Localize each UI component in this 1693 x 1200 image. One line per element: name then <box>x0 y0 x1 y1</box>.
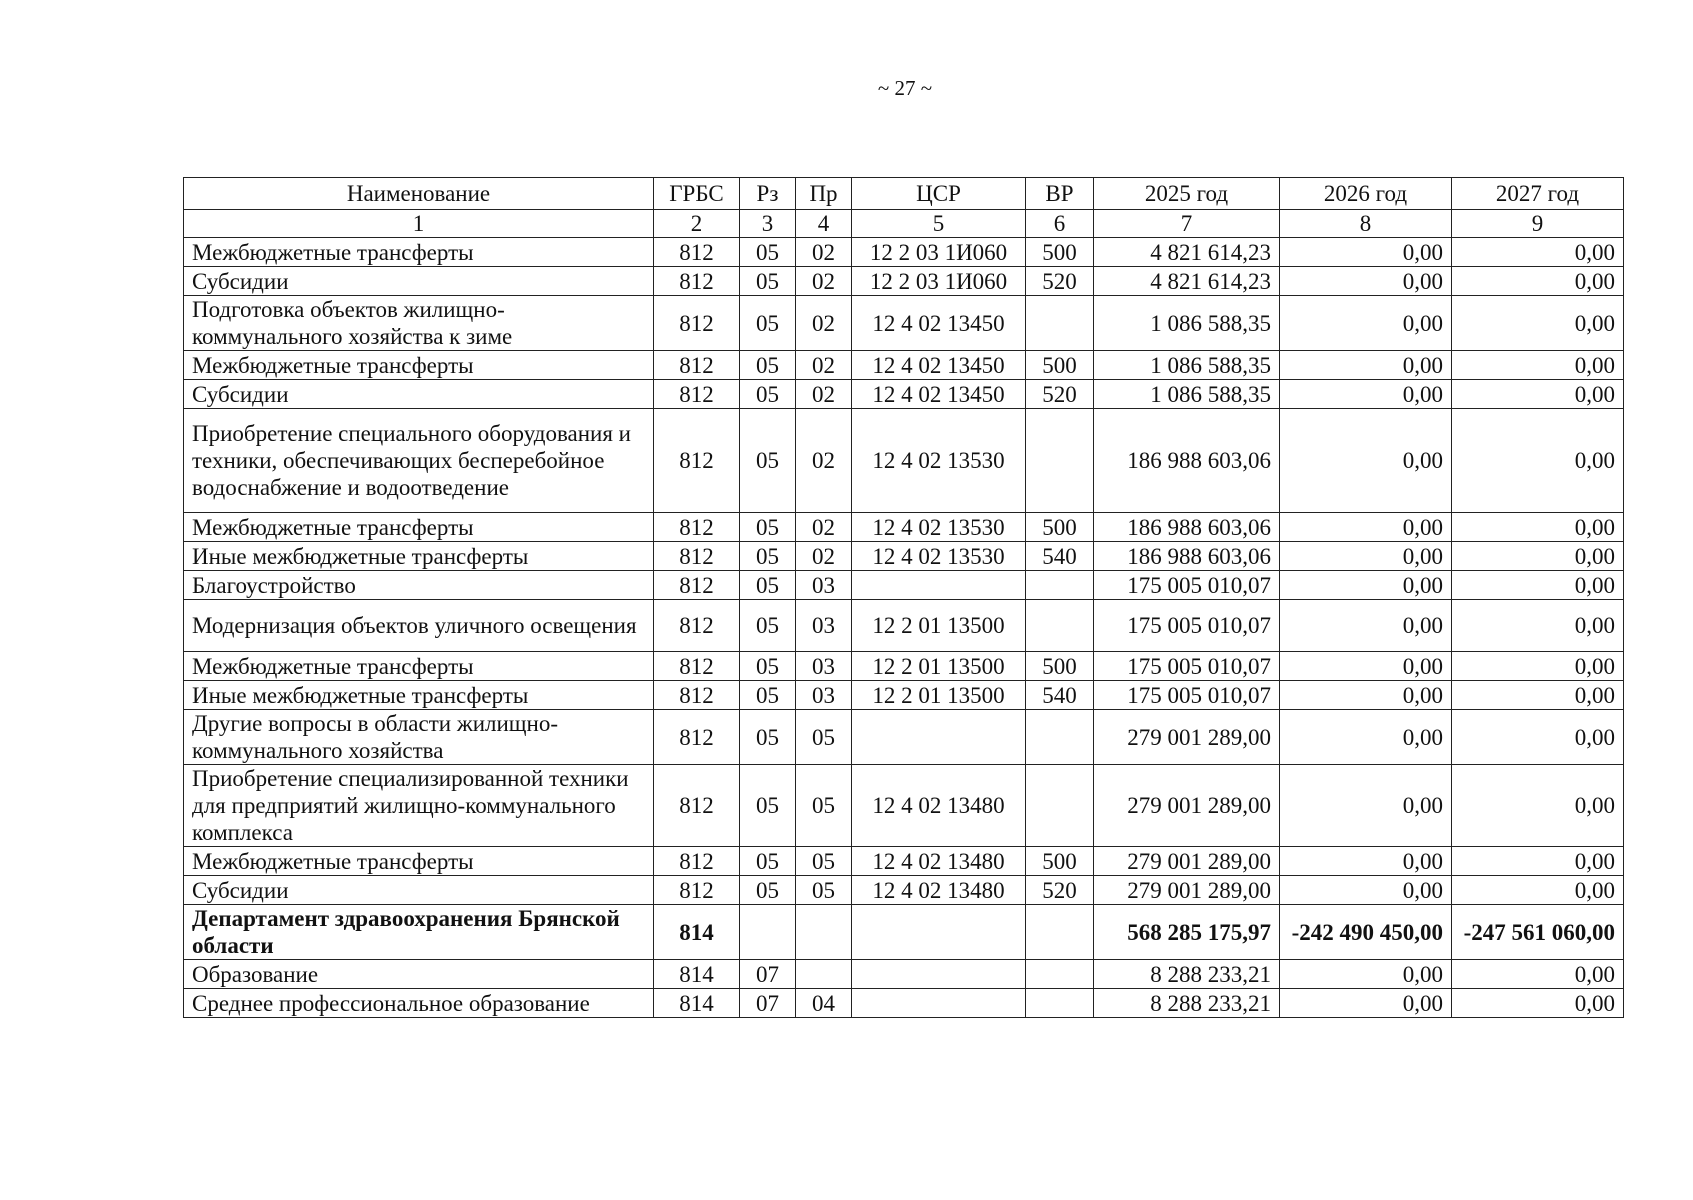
cell-name: Межбюджетные трансферты <box>184 351 654 380</box>
cell-2025: 175 005 010,07 <box>1094 652 1280 681</box>
cell-vr: 500 <box>1026 513 1094 542</box>
cell-name: Иные межбюджетные трансферты <box>184 542 654 571</box>
cell-2027: 0,00 <box>1452 351 1624 380</box>
column-number-row <box>184 210 1624 238</box>
cell-2027: 0,00 <box>1452 652 1624 681</box>
cell-2026: 0,00 <box>1280 847 1452 876</box>
table-row <box>184 710 1624 765</box>
cell-2025: 1 086 588,35 <box>1094 296 1280 351</box>
cell-vr <box>1026 960 1094 989</box>
col-header-rz: Рз <box>740 178 796 210</box>
cell-name: Субсидии <box>184 267 654 296</box>
cell-2026: 0,00 <box>1280 542 1452 571</box>
cell-name: Приобретение специального оборудования и техники, обеспечивающих бесперебойное водоснабжение и водоотведение <box>184 409 654 513</box>
cell-rz: 07 <box>740 960 796 989</box>
cell-2027: 0,00 <box>1452 847 1624 876</box>
cell-2026: 0,00 <box>1280 652 1452 681</box>
cell-2027: 0,00 <box>1452 681 1624 710</box>
cell-2026: 0,00 <box>1280 267 1452 296</box>
cell-2027: 0,00 <box>1452 238 1624 267</box>
cell-grbs: 812 <box>654 351 740 380</box>
cell-pr: 03 <box>796 652 852 681</box>
cell-pr: 05 <box>796 710 852 765</box>
cell-2026: 0,00 <box>1280 989 1452 1018</box>
cell-2027: 0,00 <box>1452 296 1624 351</box>
cell-csr: 12 4 02 13480 <box>852 765 1026 847</box>
cell-vr <box>1026 710 1094 765</box>
table-row <box>184 409 1624 513</box>
cell-vr: 500 <box>1026 351 1094 380</box>
cell-2027: -247 561 060,00 <box>1452 905 1624 960</box>
cell-pr: 02 <box>796 267 852 296</box>
cell-2027: 0,00 <box>1452 600 1624 652</box>
col-header-csr: ЦСР <box>852 178 1026 210</box>
cell-grbs: 812 <box>654 710 740 765</box>
table-row <box>184 296 1624 351</box>
cell-pr: 02 <box>796 351 852 380</box>
cell-grbs: 812 <box>654 380 740 409</box>
cell-vr: 520 <box>1026 876 1094 905</box>
cell-grbs: 814 <box>654 960 740 989</box>
table-row <box>184 905 1624 960</box>
cell-2025: 279 001 289,00 <box>1094 847 1280 876</box>
cell-rz: 05 <box>740 267 796 296</box>
cell-name: Межбюджетные трансферты <box>184 238 654 267</box>
cell-name: Благоустройство <box>184 571 654 600</box>
cell-2025: 175 005 010,07 <box>1094 681 1280 710</box>
cell-2025: 1 086 588,35 <box>1094 380 1280 409</box>
cell-grbs: 812 <box>654 600 740 652</box>
cell-csr: 12 2 03 1И060 <box>852 267 1026 296</box>
col-header-name: Наименование <box>184 178 654 210</box>
cell-2025: 8 288 233,21 <box>1094 960 1280 989</box>
cell-rz: 05 <box>740 238 796 267</box>
cell-name: Департамент здравоохранения Брянской области <box>184 905 654 960</box>
cell-vr <box>1026 989 1094 1018</box>
col-number: 2 <box>654 210 740 238</box>
cell-2026: 0,00 <box>1280 710 1452 765</box>
cell-2026: -242 490 450,00 <box>1280 905 1452 960</box>
cell-2025: 175 005 010,07 <box>1094 571 1280 600</box>
table-row <box>184 571 1624 600</box>
cell-grbs: 812 <box>654 681 740 710</box>
table-row <box>184 989 1624 1018</box>
cell-csr <box>852 960 1026 989</box>
cell-grbs: 812 <box>654 238 740 267</box>
cell-2025: 279 001 289,00 <box>1094 876 1280 905</box>
cell-pr: 05 <box>796 876 852 905</box>
cell-vr: 500 <box>1026 847 1094 876</box>
cell-2026: 0,00 <box>1280 296 1452 351</box>
cell-rz: 05 <box>740 542 796 571</box>
cell-pr: 02 <box>796 296 852 351</box>
cell-name: Субсидии <box>184 380 654 409</box>
col-number: 7 <box>1094 210 1280 238</box>
cell-2026: 0,00 <box>1280 681 1452 710</box>
cell-rz: 05 <box>740 600 796 652</box>
cell-csr: 12 4 02 13450 <box>852 351 1026 380</box>
col-header-pr: Пр <box>796 178 852 210</box>
table-row <box>184 513 1624 542</box>
cell-name: Иные межбюджетные трансферты <box>184 681 654 710</box>
cell-csr <box>852 571 1026 600</box>
table-row <box>184 267 1624 296</box>
cell-pr: 02 <box>796 409 852 513</box>
cell-pr: 05 <box>796 847 852 876</box>
col-number: 9 <box>1452 210 1624 238</box>
cell-2027: 0,00 <box>1452 765 1624 847</box>
table-row <box>184 652 1624 681</box>
cell-2027: 0,00 <box>1452 542 1624 571</box>
col-number: 6 <box>1026 210 1094 238</box>
cell-name: Модернизация объектов уличного освещения <box>184 600 654 652</box>
cell-pr: 05 <box>796 765 852 847</box>
cell-2025: 568 285 175,97 <box>1094 905 1280 960</box>
table-body <box>184 238 1624 1018</box>
cell-rz: 05 <box>740 876 796 905</box>
cell-vr: 500 <box>1026 238 1094 267</box>
cell-2025: 175 005 010,07 <box>1094 600 1280 652</box>
cell-vr <box>1026 765 1094 847</box>
cell-csr: 12 4 02 13530 <box>852 409 1026 513</box>
cell-pr: 03 <box>796 600 852 652</box>
cell-csr: 12 4 02 13450 <box>852 296 1026 351</box>
col-header-grbs: ГРБС <box>654 178 740 210</box>
cell-grbs: 812 <box>654 876 740 905</box>
col-header-2027: 2027 год <box>1452 178 1624 210</box>
cell-grbs: 812 <box>654 513 740 542</box>
cell-pr: 03 <box>796 571 852 600</box>
cell-2025: 186 988 603,06 <box>1094 409 1280 513</box>
cell-grbs: 812 <box>654 267 740 296</box>
cell-2025: 279 001 289,00 <box>1094 765 1280 847</box>
cell-name: Приобретение специализированной техники для предприятий жилищно-коммунального комплекса <box>184 765 654 847</box>
cell-2027: 0,00 <box>1452 960 1624 989</box>
cell-pr <box>796 905 852 960</box>
cell-rz: 05 <box>740 409 796 513</box>
col-number: 8 <box>1280 210 1452 238</box>
cell-vr: 540 <box>1026 681 1094 710</box>
cell-rz: 05 <box>740 765 796 847</box>
cell-csr <box>852 710 1026 765</box>
cell-vr: 520 <box>1026 380 1094 409</box>
cell-rz: 05 <box>740 652 796 681</box>
cell-2026: 0,00 <box>1280 600 1452 652</box>
cell-name: Другие вопросы в области жилищно-коммунального хозяйства <box>184 710 654 765</box>
cell-grbs: 812 <box>654 542 740 571</box>
cell-2025: 8 288 233,21 <box>1094 989 1280 1018</box>
cell-rz <box>740 905 796 960</box>
cell-2025: 1 086 588,35 <box>1094 351 1280 380</box>
cell-csr: 12 4 02 13530 <box>852 542 1026 571</box>
table-row <box>184 600 1624 652</box>
cell-grbs: 812 <box>654 296 740 351</box>
cell-grbs: 812 <box>654 571 740 600</box>
col-number: 3 <box>740 210 796 238</box>
cell-2025: 186 988 603,06 <box>1094 513 1280 542</box>
cell-2027: 0,00 <box>1452 409 1624 513</box>
cell-2026: 0,00 <box>1280 380 1452 409</box>
cell-vr: 520 <box>1026 267 1094 296</box>
cell-grbs: 814 <box>654 905 740 960</box>
cell-name: Межбюджетные трансферты <box>184 847 654 876</box>
cell-pr: 04 <box>796 989 852 1018</box>
cell-name: Межбюджетные трансферты <box>184 513 654 542</box>
cell-name: Субсидии <box>184 876 654 905</box>
cell-vr: 500 <box>1026 652 1094 681</box>
cell-name: Межбюджетные трансферты <box>184 652 654 681</box>
col-header-vr: ВР <box>1026 178 1094 210</box>
budget-table <box>183 177 1624 1018</box>
cell-csr: 12 4 02 13450 <box>852 380 1026 409</box>
cell-rz: 05 <box>740 513 796 542</box>
cell-2026: 0,00 <box>1280 409 1452 513</box>
cell-name: Среднее профессиональное образование <box>184 989 654 1018</box>
cell-2026: 0,00 <box>1280 960 1452 989</box>
cell-name: Образование <box>184 960 654 989</box>
table-row <box>184 380 1624 409</box>
table-row <box>184 960 1624 989</box>
cell-pr: 02 <box>796 238 852 267</box>
cell-rz: 07 <box>740 989 796 1018</box>
col-number: 5 <box>852 210 1026 238</box>
cell-2027: 0,00 <box>1452 513 1624 542</box>
cell-rz: 05 <box>740 351 796 380</box>
page-number: ~ 27 ~ <box>877 76 933 100</box>
table-row <box>184 351 1624 380</box>
cell-rz: 05 <box>740 847 796 876</box>
table-row <box>184 238 1624 267</box>
cell-2027: 0,00 <box>1452 380 1624 409</box>
cell-vr <box>1026 296 1094 351</box>
table-row <box>184 765 1624 847</box>
cell-csr: 12 2 03 1И060 <box>852 238 1026 267</box>
cell-vr: 540 <box>1026 542 1094 571</box>
cell-vr <box>1026 600 1094 652</box>
cell-pr: 03 <box>796 681 852 710</box>
cell-csr: 12 4 02 13480 <box>852 876 1026 905</box>
cell-csr <box>852 905 1026 960</box>
cell-grbs: 812 <box>654 652 740 681</box>
cell-rz: 05 <box>740 681 796 710</box>
cell-grbs: 812 <box>654 765 740 847</box>
cell-2025: 186 988 603,06 <box>1094 542 1280 571</box>
cell-2025: 279 001 289,00 <box>1094 710 1280 765</box>
cell-csr: 12 2 01 13500 <box>852 652 1026 681</box>
col-header-2026: 2026 год <box>1280 178 1452 210</box>
cell-vr <box>1026 905 1094 960</box>
cell-2025: 4 821 614,23 <box>1094 267 1280 296</box>
cell-2026: 0,00 <box>1280 876 1452 905</box>
cell-csr: 12 4 02 13480 <box>852 847 1026 876</box>
cell-vr <box>1026 409 1094 513</box>
table-row <box>184 542 1624 571</box>
cell-grbs: 812 <box>654 847 740 876</box>
cell-grbs: 814 <box>654 989 740 1018</box>
col-number: 4 <box>796 210 852 238</box>
cell-2027: 0,00 <box>1452 267 1624 296</box>
cell-2025: 4 821 614,23 <box>1094 238 1280 267</box>
cell-pr: 02 <box>796 542 852 571</box>
cell-grbs: 812 <box>654 409 740 513</box>
cell-pr: 02 <box>796 513 852 542</box>
col-number: 1 <box>184 210 654 238</box>
cell-pr: 02 <box>796 380 852 409</box>
cell-2027: 0,00 <box>1452 876 1624 905</box>
cell-csr: 12 4 02 13530 <box>852 513 1026 542</box>
cell-csr <box>852 989 1026 1018</box>
cell-vr <box>1026 571 1094 600</box>
cell-rz: 05 <box>740 296 796 351</box>
table-row <box>184 681 1624 710</box>
cell-csr: 12 2 01 13500 <box>852 600 1026 652</box>
cell-2027: 0,00 <box>1452 710 1624 765</box>
cell-2027: 0,00 <box>1452 989 1624 1018</box>
cell-rz: 05 <box>740 380 796 409</box>
cell-csr: 12 2 01 13500 <box>852 681 1026 710</box>
cell-2027: 0,00 <box>1452 571 1624 600</box>
cell-2026: 0,00 <box>1280 765 1452 847</box>
cell-rz: 05 <box>740 571 796 600</box>
cell-2026: 0,00 <box>1280 238 1452 267</box>
cell-2026: 0,00 <box>1280 513 1452 542</box>
header-row <box>184 178 1624 210</box>
cell-name: Подготовка объектов жилищно-коммунального хозяйства к зиме <box>184 296 654 351</box>
cell-2026: 0,00 <box>1280 351 1452 380</box>
cell-rz: 05 <box>740 710 796 765</box>
table-row <box>184 876 1624 905</box>
cell-pr <box>796 960 852 989</box>
table-row <box>184 847 1624 876</box>
cell-2026: 0,00 <box>1280 571 1452 600</box>
col-header-2025: 2025 год <box>1094 178 1280 210</box>
